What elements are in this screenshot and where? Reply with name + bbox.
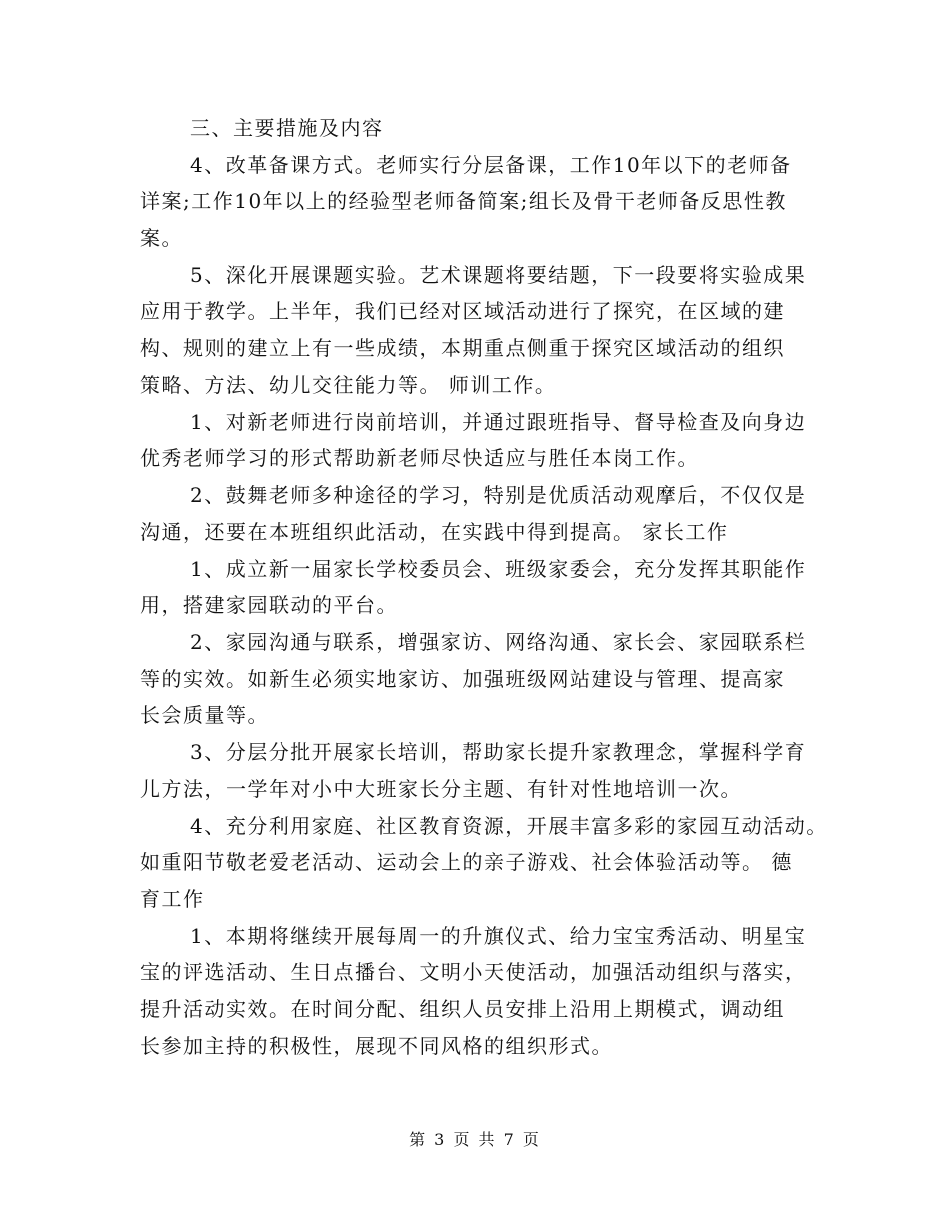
paragraph-line: 详案;工作10年以上的经验型老师备简案;组长及骨干老师备反思性教 [140, 189, 787, 213]
paragraph-line: 2、鼓舞老师多种途径的学习，特别是优质活动观摩后，不仅仅是 [190, 483, 807, 507]
paragraph-line: 1、本期将继续开展每周一的升旗仪式、给力宝宝秀活动、明星宝 [190, 924, 807, 948]
paragraph-line: 策略、方法、幼儿交往能力等。 师训工作。 [140, 373, 557, 397]
paragraph-line: 案。 [140, 226, 183, 250]
paragraph-line: 5、深化开展课题实验。艺术课题将要结题，下一段要将实验成果 [190, 263, 807, 287]
paragraph-line: 4、改革备课方式。老师实行分层备课，工作10年以下的老师备 [190, 153, 792, 177]
section-heading: 三、主要措施及内容 [190, 116, 384, 140]
paragraph-line: 2、家园沟通与联系，增强家访、网络沟通、家长会、家园联系栏 [190, 630, 807, 654]
paragraph-line: 等的实效。如新生必须实地家访、加强班级网站建设与管理、提高家 [140, 667, 785, 691]
paragraph-line: 1、对新老师进行岗前培训，并通过跟班指导、督导检查及向身边 [190, 410, 807, 434]
paragraph-line: 用，搭建家园联动的平台。 [140, 593, 398, 617]
paragraph-line: 构、规则的建立上有一些成绩，本期重点侧重于探究区域活动的组织 [140, 336, 785, 360]
paragraph-line: 沟通，还要在本班组织此活动，在实践中得到提高。 家长工作 [140, 520, 729, 544]
paragraph-line: 1、成立新一届家长学校委员会、班级家委会，充分发挥其职能作 [190, 557, 807, 581]
page-number-footer: 第 3 页 共 7 页 [409, 1130, 541, 1149]
paragraph-line: 长参加主持的积极性，展现不同风格的组织形式。 [140, 1034, 613, 1058]
paragraph-line: 宝的评选活动、生日点播台、文明小天使活动，加强活动组织与落实， [140, 960, 807, 984]
paragraph-line: 如重阳节敬老爱老活动、运动会上的亲子游戏、社会体验活动等。 德 [140, 850, 793, 874]
paragraph-line: 3、分层分批开展家长培训，帮助家长提升家教理念，掌握科学育 [190, 740, 807, 764]
paragraph-line: 育工作 [140, 887, 205, 911]
paragraph-line: 长会质量等。 [140, 703, 269, 727]
paragraph-line: 儿方法，一学年对小中大班家长分主题、有针对性地培训一次。 [140, 777, 742, 801]
paragraph-line: 4、充分利用家庭、社区教育资源，开展丰富多彩的家园互动活动。 [190, 814, 828, 838]
paragraph-line: 提升活动实效。在时间分配、组织人员安排上沿用上期模式，调动组 [140, 997, 785, 1021]
paragraph-line: 优秀老师学习的形式帮助新老师尽快适应与胜任本岗工作。 [140, 446, 699, 470]
paragraph-line: 应用于教学。上半年，我们已经对区域活动进行了探究，在区域的建 [140, 299, 785, 323]
